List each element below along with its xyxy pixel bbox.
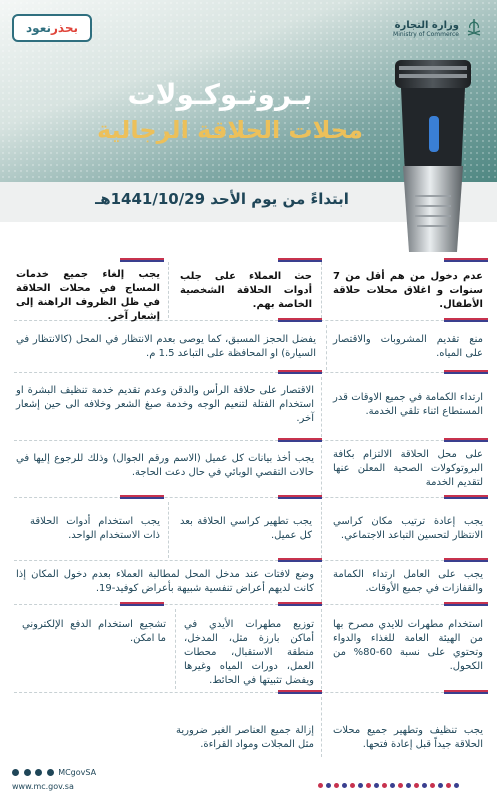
rule-item: عدم دخول من هم أقل من 7 سنوات و اغلاق محلات حلاقة الأطفال.: [333, 271, 483, 310]
accent-bar: [120, 495, 164, 499]
col-divider: [321, 262, 322, 318]
rule-item: منع تقديم المشروبات والاقتصار على المياه.: [333, 334, 483, 359]
row-divider: [14, 440, 484, 441]
col-divider: [168, 262, 169, 318]
row-divider: [14, 604, 484, 605]
accent-bar: [278, 370, 322, 374]
col-divider: [321, 377, 322, 437]
row-divider: [14, 692, 484, 693]
campaign-badge: [12, 14, 92, 42]
rule-item: توزيع مطهرات الأيدي في أماكن بارزة مثل، المدخل، منطقة الاستقبال، محطات العمل، دورات المياه وغيرها ويفضل تثبيتها في الحائط.: [184, 619, 314, 686]
accent-bar: [444, 558, 488, 562]
row-divider: [14, 497, 484, 498]
youtube-icon[interactable]: [24, 769, 31, 776]
accent-bar: [278, 602, 322, 606]
accent-bar: [444, 438, 488, 442]
twitter-icon[interactable]: [12, 769, 19, 776]
accent-bar: [278, 318, 322, 322]
rule-item: الاقتصار على حلاقة الرأس والدقن وعدم تقديم خدمة تنظيف البشرة او استخدام الفتلة لتنعيم الوجه وخدمة صبغ الشعر وخلافه الى حين إشعار آخر.: [16, 385, 314, 424]
accent-bar: [444, 602, 488, 606]
decorative-dots: [315, 773, 485, 783]
rule-item: يجب استخدام أدوات الحلاقة ذات الاستخدام الواحد.: [30, 516, 160, 541]
facebook-icon[interactable]: [47, 769, 54, 776]
website-link[interactable]: www.mc.gov.sa: [12, 782, 74, 791]
col-divider: [321, 565, 322, 602]
accent-bar: [278, 690, 322, 694]
badge-text-2: بحذر: [50, 21, 78, 35]
accent-bar: [444, 370, 488, 374]
accent-bar: [120, 258, 164, 262]
rule-item: حث العملاء على جلب أدوات الحلاقة الشخصية الخاصة بهم.: [180, 271, 312, 310]
rule-item: يفضل الحجز المسبق، كما يوصى بعدم الانتظار في المحل (كالانتظار في السيارة) او المحافظة على التباعد 1.5 م.: [16, 334, 316, 359]
title-line-1: بـروتـوكـولات: [127, 78, 313, 111]
title-line-2: محلات الحلاقة الرجالية: [96, 116, 364, 144]
ministry-emblem-icon: [465, 18, 483, 38]
col-divider: [321, 502, 322, 558]
rule-item: يجب إلغاء جميع خدمات المساج في محلات الحلاقة في ظل الظروف الراهنة إلى إشعار آخر.: [16, 269, 160, 322]
accent-bar: [444, 690, 488, 694]
col-divider: [168, 502, 169, 558]
accent-bar: [444, 495, 488, 499]
rule-item: تشجيع استخدام الدفع الإلكتروني ما امكن.: [22, 619, 166, 644]
col-divider: [321, 445, 322, 495]
rule-item: إزالة جميع العناصر الغير ضرورية مثل المجلات ومواد القراءة.: [176, 725, 314, 750]
rule-item: يجب أخذ بيانات كل عميل (الاسم ورقم الجوال) وذلك للرجوع إليها في حالات التقصي الوبائي في حال دعت الحاجة.: [16, 453, 314, 478]
social-handle: MCgovSA: [58, 768, 97, 777]
accent-bar: [120, 602, 164, 606]
badge-text-1: نعود: [26, 21, 51, 35]
ministry-name-ar: وزارة التجارة: [394, 20, 459, 31]
ministry-name-en: Ministry of Commerce: [393, 31, 459, 38]
accent-bar: [278, 258, 322, 262]
rule-item: يجب تطهير كراسي الحلاقة بعد كل عميل.: [180, 516, 312, 541]
rule-item: يجب تنظيف وتطهير جميع محلات الحلاقة جيداً قبل إعادة فتحها.: [333, 725, 483, 750]
shaver-illustration: [389, 56, 477, 256]
rule-item: وضع لافتات عند مدخل المحل لمطالبة العملاء بعدم دخول المكان إذا كانت لديهم أعراض تنفسية شبيهة بأعراض كوفيد-19.: [16, 569, 314, 594]
ministry-logo: [393, 20, 459, 38]
accent-bar: [444, 258, 488, 262]
accent-bar: [278, 495, 322, 499]
social-handles[interactable]: [12, 768, 96, 777]
col-divider: [175, 609, 176, 689]
col-divider: [326, 325, 327, 370]
col-divider: [321, 609, 322, 689]
accent-bar: [278, 558, 322, 562]
row-divider: [14, 372, 484, 373]
rule-item: يجب على العامل ارتداء الكمامة والقفازات في جميع الأوقات.: [333, 569, 483, 594]
instagram-icon[interactable]: [35, 769, 42, 776]
rule-item: استخدام مطهرات للايدي مصرح بها من الهيئة العامة للغذاء والدواء وتحتوي على نسبة 60-80% من الكحول.: [333, 619, 483, 672]
accent-bar: [278, 438, 322, 442]
rule-item: ارتداء الكمامة في جميع الاوقات قدر المستطاع اثناء تلقي الخدمة.: [333, 392, 483, 417]
rule-item: يجب إعادة ترتيب مكان كراسي الانتظار لتحسين التباعد الاجتماعي.: [333, 516, 483, 541]
accent-bar: [444, 318, 488, 322]
rule-item: على محل الحلاقة الالتزام بكافة البروتوكولات الصحية المعلن عنها لتقديم الخدمة: [333, 449, 483, 488]
row-divider: [14, 560, 484, 561]
col-divider: [321, 697, 322, 757]
start-date: ابتداءً من يوم الأحد 1441/10/29هـ: [95, 190, 349, 208]
